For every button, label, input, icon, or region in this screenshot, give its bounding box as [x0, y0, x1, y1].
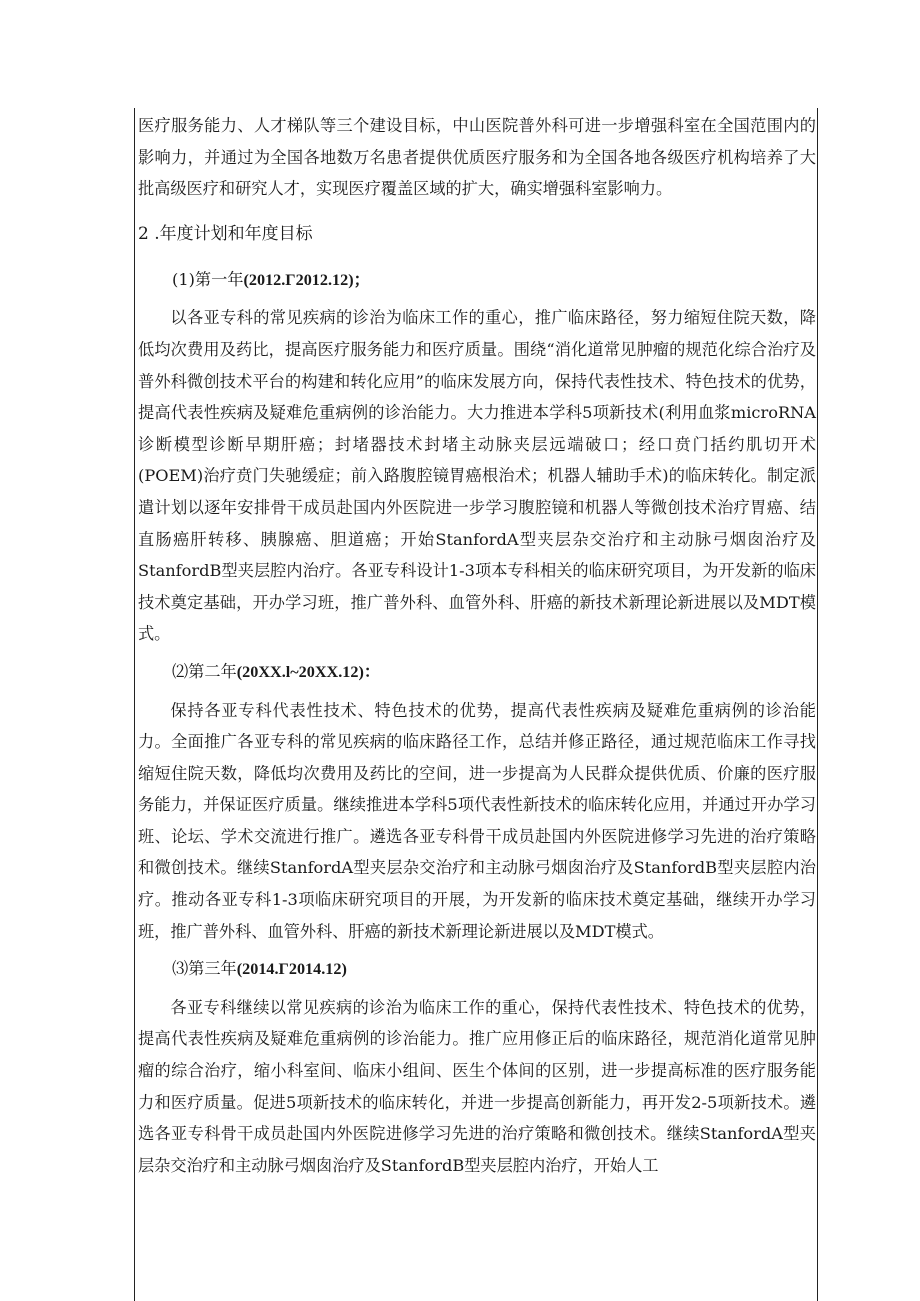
- year3-body: 各亚专科继续以常见疾病的诊治为临床工作的重心，保持代表性技术、特色技术的优势，提高代表性疾病及疑难危重病例的诊治能力。推广应用修正后的临床路径，规范消化道常见肿瘤的综合治疗，缩小科室间、临床小组间、医生个体间的区别，进一步提高标准的医疗服务能力和医疗质量。促进5项新技术的临床转化，并进一步提高创新能力，再开发2-5项新技术。遴选各亚专科骨干成员赴国内外医院进修学习先进的治疗策略和微创技术。继续StanfordA型夹层杂交治疗和主动脉弓烟囱治疗及StanfordB型夹层腔内治疗，开始人工: [138, 997, 816, 1175]
- year1-period: (2012.Γ2012.12)；: [243, 270, 370, 289]
- year3-period: (2014.Γ2014.12): [236, 960, 347, 979]
- year3-heading: [138, 953, 816, 986]
- year2-period: (20XX.l~20XX.12)：: [236, 662, 381, 681]
- section-heading: 2 .年度计划和年度目标: [138, 223, 313, 244]
- year1-heading: [138, 264, 816, 297]
- year1-label: (1)第一年: [172, 269, 244, 289]
- year2-heading: [138, 656, 816, 689]
- year2-body: 保持各亚专科代表性技术、特色技术的优势，提高代表性疾病及疑难危重病例的诊治能力。全面推广各亚专科的常见疾病的临床路径工作，总结并修正路径，通过规范临床工作寻找缩短住院天数，降低均次费用及药比的空间，进一步提高为人民群众提供优质、价廉的医疗服务能力，并保证医疗质量。继续推进本学科5项代表性新技术的临床转化应用，并通过开办学习班、论坛、学术交流进行推广。遴选各亚专科骨干成员赴国内外医院进修学习先进的治疗策略和微创技术。继续StanfordA型夹层杂交治疗和主动脉弓烟囱治疗及StanfordB型夹层腔内治疗。推动各亚专科1-3项临床研究项目的开展，为开发新的临床技术奠定基础，继续开办学习班，推广普外科、血管外科、肝癌的新技术新理论新进展以及MDT模式。: [138, 700, 816, 941]
- document-body: [138, 110, 816, 1181]
- year3-label: ⑶第三年: [172, 959, 237, 979]
- intro-paragraph: 医疗服务能力、人才梯队等三个建设目标，中山医院普外科可进一步增强科室在全国范围内的影响力，并通过为全国各地数万名患者提供优质医疗服务和为全国各地各级医疗机构培养了大批高级医疗和研究人才，实现医疗覆盖区域的扩大，确实增强科室影响力。: [138, 116, 816, 199]
- year1-body: 以各亚专科的常见疾病的诊治为临床工作的重心，推广临床路径，努力缩短住院天数，降低均次费用及药比，提高医疗服务能力和医疗质量。围绕“消化道常见肿瘤的规范化综合治疗及普外科微创技术平台的构建和转化应用”的临床发展方向，保持代表性技术、特色技术的优势，提高代表性疾病及疑难危重病例的诊治能力。大力推进本学科5项新技术(利用血浆microRNA诊断模型诊断早期肝癌；封堵器技术封堵主动脉夹层远端破口；经口贲门括约肌切开术(POEM)治疗贲门失驰缓症；前入路腹腔镜胃癌根治术；机器人辅助手术)的临床转化。制定派遣计划以逐年安排骨干成员赴国内外医院进一步学习腹腔镜和机器人等微创技术治疗胃癌、结直肠癌肝转移、胰腺癌、胆道癌；开始StanfordA型夹层杂交治疗和主动脉弓烟囱治疗及StanfordB型夹层腔内治疗。各亚专科设计1-3项本专科相关的临床研究项目，为开发新的临床技术奠定基础，开办学习班，推广普外科、血管外科、肝癌的新技术新理论新进展以及MDT模式。: [138, 308, 816, 644]
- year2-label: ⑵第二年: [172, 661, 237, 681]
